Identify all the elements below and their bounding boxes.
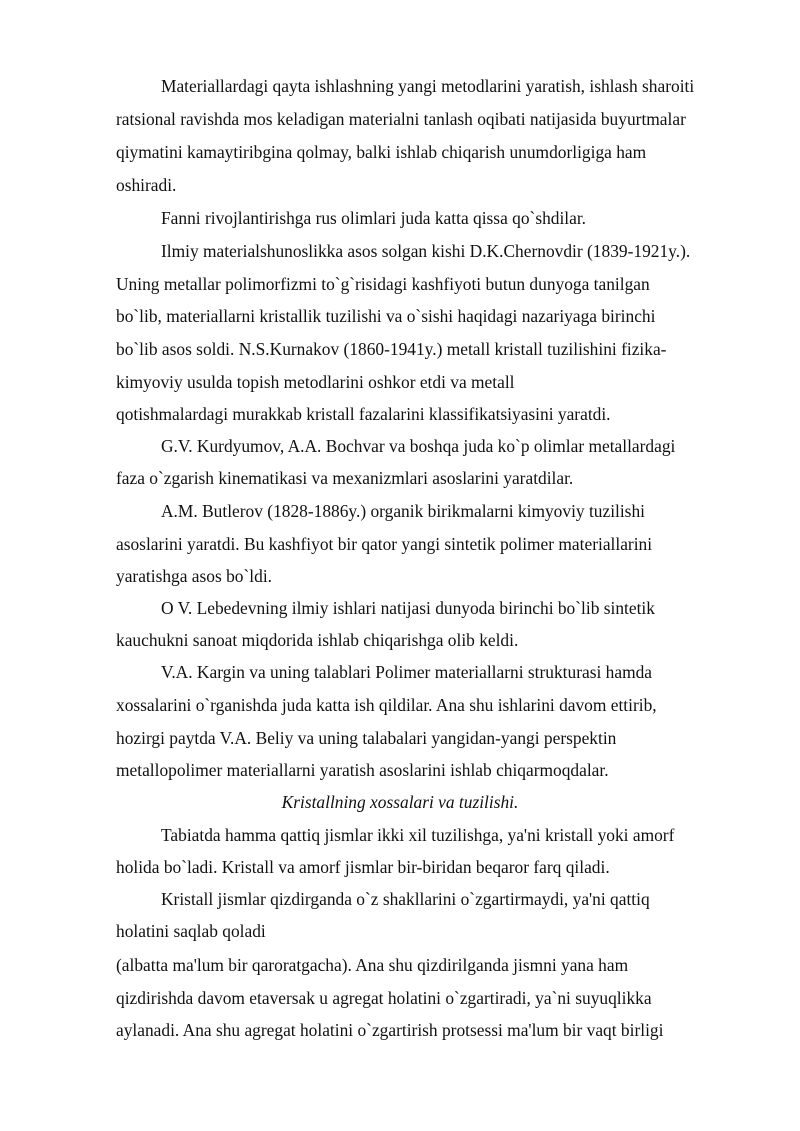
text-line: V.A. Kargin va uning talablari Polimer materiallarni strukturasi hamda [161,662,653,682]
text-line: qizdirishda davom etaversak u agregat holatini o`zgartiradi, ya`ni suyuqlikka [116,988,652,1008]
text-line: metallopolimer materiallarni yaratish asoslarini ishlab chiqarmoqdalar. [116,760,609,780]
text-line: bo`lib, materiallarni kristallik tuzilishi va o`sishi haqidagi nazariyaga birinchi [116,306,656,326]
text-line: aylanadi. Ana shu agregat holatini o`zgartirish protsessi ma'lum bir vaqt birligi [116,1020,664,1040]
text-line: faza o`zgarish kinematikasi va mexanizmlari asoslarini yaratdilar. [116,468,574,488]
text-line: bo`lib asos soldi. N.S.Kurnakov (1860-1941y.) metall kristall tuzilishini fizika- [116,339,667,359]
text-line: Kristall jismlar qizdirganda o`z shakllarini o`zgartirmaydi, ya'ni qattiq [161,889,650,909]
text-line: Uning metallar polimorfizmi to`g`risidagi kashfiyoti butun dunyoga tanilgan [116,274,650,294]
text-line: yaratishga asos bo`ldi. [116,566,272,586]
text-line: Ilmiy materialshunoslikka asos solgan kishi D.K.Chernovdir (1839-1921y.). [161,241,691,261]
text-line: Tabiatda hamma qattiq jismlar ikki xil tuzilishga, ya'ni kristall yoki amorf [161,825,675,845]
text-line: A.M. Butlerov (1828-1886y.) organik birikmalarni kimyoviy tuzilishi [161,501,645,521]
text-line: oshiradi. [116,175,177,195]
text-line: xossalarini o`rganishda juda katta ish qildilar. Ana shu ishlarini davom ettirib, [116,695,657,715]
section-heading: Kristallning xossalari va tuzilishi. [281,792,519,812]
text-line: asoslarini yaratdi. Bu kashfiyot bir qator yangi sintetik polimer materiallarini [116,534,653,554]
text-line: qotishmalardagi murakkab kristall fazalarini klassifikatsiyasini yaratdi. [116,404,611,424]
text-line: Fanni rivojlantirishga rus olimlari juda katta qissa qo`shdilar. [161,208,587,228]
text-line: kauchukni sanoat miqdorida ishlab chiqarishga olib keldi. [116,630,519,650]
text-line: (albatta ma'lum bir qaroratgacha). Ana shu qizdirilganda jismni yana ham [116,955,629,975]
text-line: holida bo`ladi. Kristall va amorf jismlar bir-biridan beqaror farq qiladi. [116,857,610,877]
text-line: G.V. Kurdyumov, A.A. Bochvar va boshqa juda ko`p olimlar metallardagi [161,436,676,456]
text-line: qiymatini kamaytiribgina qolmay, balki ishlab chiqarish unumdorligiga ham [116,142,647,162]
text-line: hozirgi paytda V.A. Beliy va uning talabalari yangidan-yangi perspektin [116,728,617,748]
text-line: kimyoviy usulda topish metodlarini oshkor etdi va metall [116,372,515,392]
text-line: ratsional ravishda mos keladigan materialni tanlash oqibati natijasida buyurtmalar [116,109,686,129]
text-line: O V. Lebedevning ilmiy ishlari natijasi dunyoda birinchi bo`lib sintetik [161,598,655,618]
text-line: holatini saqlab qoladi [116,921,266,941]
text-line: Materiallardagi qayta ishlashning yangi metodlarini yaratish, ishlash sharoiti [161,76,695,96]
